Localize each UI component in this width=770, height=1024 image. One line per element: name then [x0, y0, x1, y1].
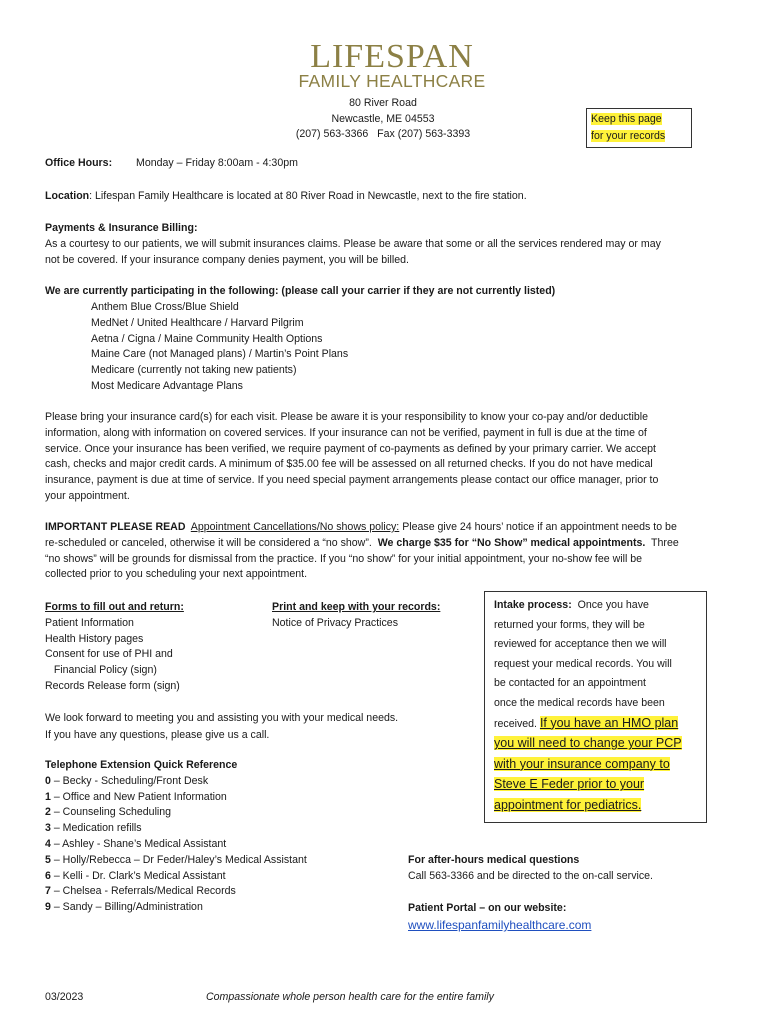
office-hours-value: Monday – Friday 8:00am - 4:30pm [136, 157, 298, 169]
hmo-note: you will need to change your PCP [494, 736, 682, 751]
footer-date: 03/2023 [45, 991, 84, 1003]
form-item: Health History pages [45, 632, 144, 645]
carriers-list [91, 300, 348, 395]
paragraph-line: insurance, payment is due at time of service. If you need special payment arrangements please contact our office manager, prior to [45, 474, 659, 487]
form-item: Records Release form (sign) [45, 679, 180, 692]
print-keep-section [272, 600, 440, 632]
cancellation-policy [45, 520, 730, 583]
intake-line: returned your forms, they will be [494, 618, 645, 631]
portal-heading: Patient Portal – on our website: [408, 902, 567, 914]
logo-subtitle: FAMILY HEALTHCARE [298, 71, 486, 91]
cancellation-line: collected prior to you scheduling your next appointment. [45, 568, 308, 581]
extensions-section [45, 758, 307, 916]
footer-tagline: Compassionate whole person health care for the entire family [206, 991, 494, 1003]
paragraph-line: Please bring your insurance card(s) for each visit. Please be aware it is your responsibility to know your co-pay and/or deductible [45, 411, 648, 423]
carrier-item: MedNet / United Healthcare / Harvard Pilgrim [91, 316, 304, 329]
address-street: 80 River Road [349, 97, 417, 109]
payments-line: As a courtesy to our patients, we will submit insurances claims. Please be aware that some or all the services rendered may or may [45, 237, 661, 250]
logo [286, 40, 498, 90]
payments-section [45, 221, 730, 268]
policy-title: Appointment Cancellations/No shows policy: [190, 521, 400, 533]
form-item: Consent for use of PHI and [45, 648, 173, 661]
carrier-item: Anthem Blue Cross/Blue Shield [91, 301, 239, 313]
forms-section [45, 600, 184, 695]
portal-section [408, 900, 591, 935]
welcome-message [45, 710, 398, 744]
after-hours-heading: For after-hours medical questions [408, 854, 580, 866]
extension-item: 4 – Ashley - Shane’s Medical Assistant [45, 837, 227, 850]
extension-item: 1 – Office and New Patient Information [45, 790, 227, 803]
paragraph-line: service. Once your insurance has been verified, we require payment of co-payments as defined by your primary carrier. We accept [45, 442, 656, 455]
important-label: IMPORTANT PLEASE READ [45, 521, 186, 533]
cancellation-line: re-scheduled or canceled, otherwise it will be considered a “no show”. We charge $35 for “No Show” medical appointments. Three [45, 536, 679, 549]
address-phones: (207) 563-3366 Fax (207) 563-3393 [295, 128, 471, 140]
hmo-note: If you have an HMO plan [539, 715, 679, 730]
cancellation-line: “no shows” will be grounds for dismissal from the practice. If you “no show” for your initial appointment, your no-show fee will be [45, 552, 643, 565]
hmo-note: appointment for pediatrics. [494, 797, 642, 812]
hmo-note: with your insurance company to [494, 756, 670, 771]
office-hours-label: Office Hours: [45, 157, 113, 169]
keep-note-line2: for your records [591, 130, 666, 142]
intake-line: received. If you have an HMO plan [494, 715, 679, 730]
carrier-item: Medicare (currently not taking new patients) [91, 364, 297, 377]
extension-item: 6 – Kelli - Dr. Clark’s Medical Assistant [45, 869, 226, 882]
extension-item: 3 – Medication refills [45, 822, 142, 835]
keep-page-note [586, 108, 692, 148]
form-item: Patient Information [45, 616, 134, 629]
print-keep-item: Notice of Privacy Practices [272, 616, 398, 629]
welcome-line: If you have any questions, please give us a call. [45, 729, 270, 741]
paragraph-line: cash, checks and major credit cards. A minimum of $35.00 fee will be assessed on all returned checks. If you do not have medical [45, 458, 653, 471]
payments-heading: Payments & Insurance Billing: [45, 222, 198, 234]
extension-item: 7 – Chelsea - Referrals/Medical Records [45, 885, 236, 898]
intake-box: Intake process: Once you have returned your forms, they will be reviewed for acceptance then we will request your medical records. You will be contacted for an appointment once the medical records have been received. If you have an HMO plan you will need to change your PCP with your insurance company to Steve E Feder prior to your appointment for pediatrics. [484, 591, 707, 823]
extension-item: 2 – Counseling Scheduling [45, 806, 172, 819]
insurance-paragraph [45, 410, 730, 505]
address-block [250, 96, 516, 143]
carrier-item: Aetna / Cigna / Maine Community Health Options [91, 332, 323, 345]
logo-wordmark: LIFESPAN [310, 38, 474, 75]
welcome-line: We look forward to meeting you and assisting you with your medical needs. [45, 712, 399, 724]
forms-heading: Forms to fill out and return: [45, 601, 184, 613]
carrier-item: Most Medicare Advantage Plans [91, 379, 243, 392]
intake-line: request your medical records. You will [494, 657, 672, 670]
intake-line: be contacted for an appointment [494, 677, 646, 690]
carriers-heading: We are currently participating in the following: (please call your carrier if they are not currently listed) [45, 285, 556, 297]
keep-note-line1: Keep this page [591, 113, 662, 125]
carrier-item: Maine Care (not Managed plans) / Martin’s Point Plans [91, 348, 349, 361]
paragraph-line: your appointment. [45, 489, 130, 502]
after-hours-text: Call 563-3366 and be directed to the on-call service. [408, 869, 653, 882]
paragraph-line: information, along with information on covered services. If your insurance can not be verified, payment in full is due at the time of [45, 426, 647, 439]
address-city: Newcastle, ME 04553 [331, 112, 435, 125]
intake-line: once the medical records have been [494, 696, 665, 709]
extension-item: 5 – Holly/Rebecca – Dr Feder/Haley’s Medical Assistant [45, 853, 307, 866]
form-item: Financial Policy (sign) [45, 664, 157, 677]
print-keep-heading: Print and keep with your records: [272, 601, 441, 613]
payments-line: not be covered. If your insurance company denies payment, you will be billed. [45, 253, 409, 266]
intake-label: Intake process: [494, 599, 572, 611]
after-hours-section [408, 853, 653, 885]
extension-item: 9 – Sandy – Billing/Administration [45, 901, 203, 914]
location-text: Location: Lifespan Family Healthcare is located at 80 River Road in Newcastle, next to the fire station. [45, 190, 527, 202]
intake-line: reviewed for acceptance then we will [494, 638, 667, 651]
no-show-charge: We charge $35 for “No Show” medical appointments. [377, 536, 646, 549]
cancellation-line: IMPORTANT PLEASE READ Appointment Cancellations/No shows policy: Please give 24 hours’ notice if an appointment needs to be [45, 521, 677, 533]
hmo-note: Steve E Feder prior to your [494, 777, 645, 792]
extension-item: 0 – Becky - Scheduling/Front Desk [45, 774, 209, 787]
portal-link[interactable]: www.lifespanfamilyhealthcare.com [408, 918, 592, 932]
extensions-heading: Telephone Extension Quick Reference [45, 759, 238, 771]
